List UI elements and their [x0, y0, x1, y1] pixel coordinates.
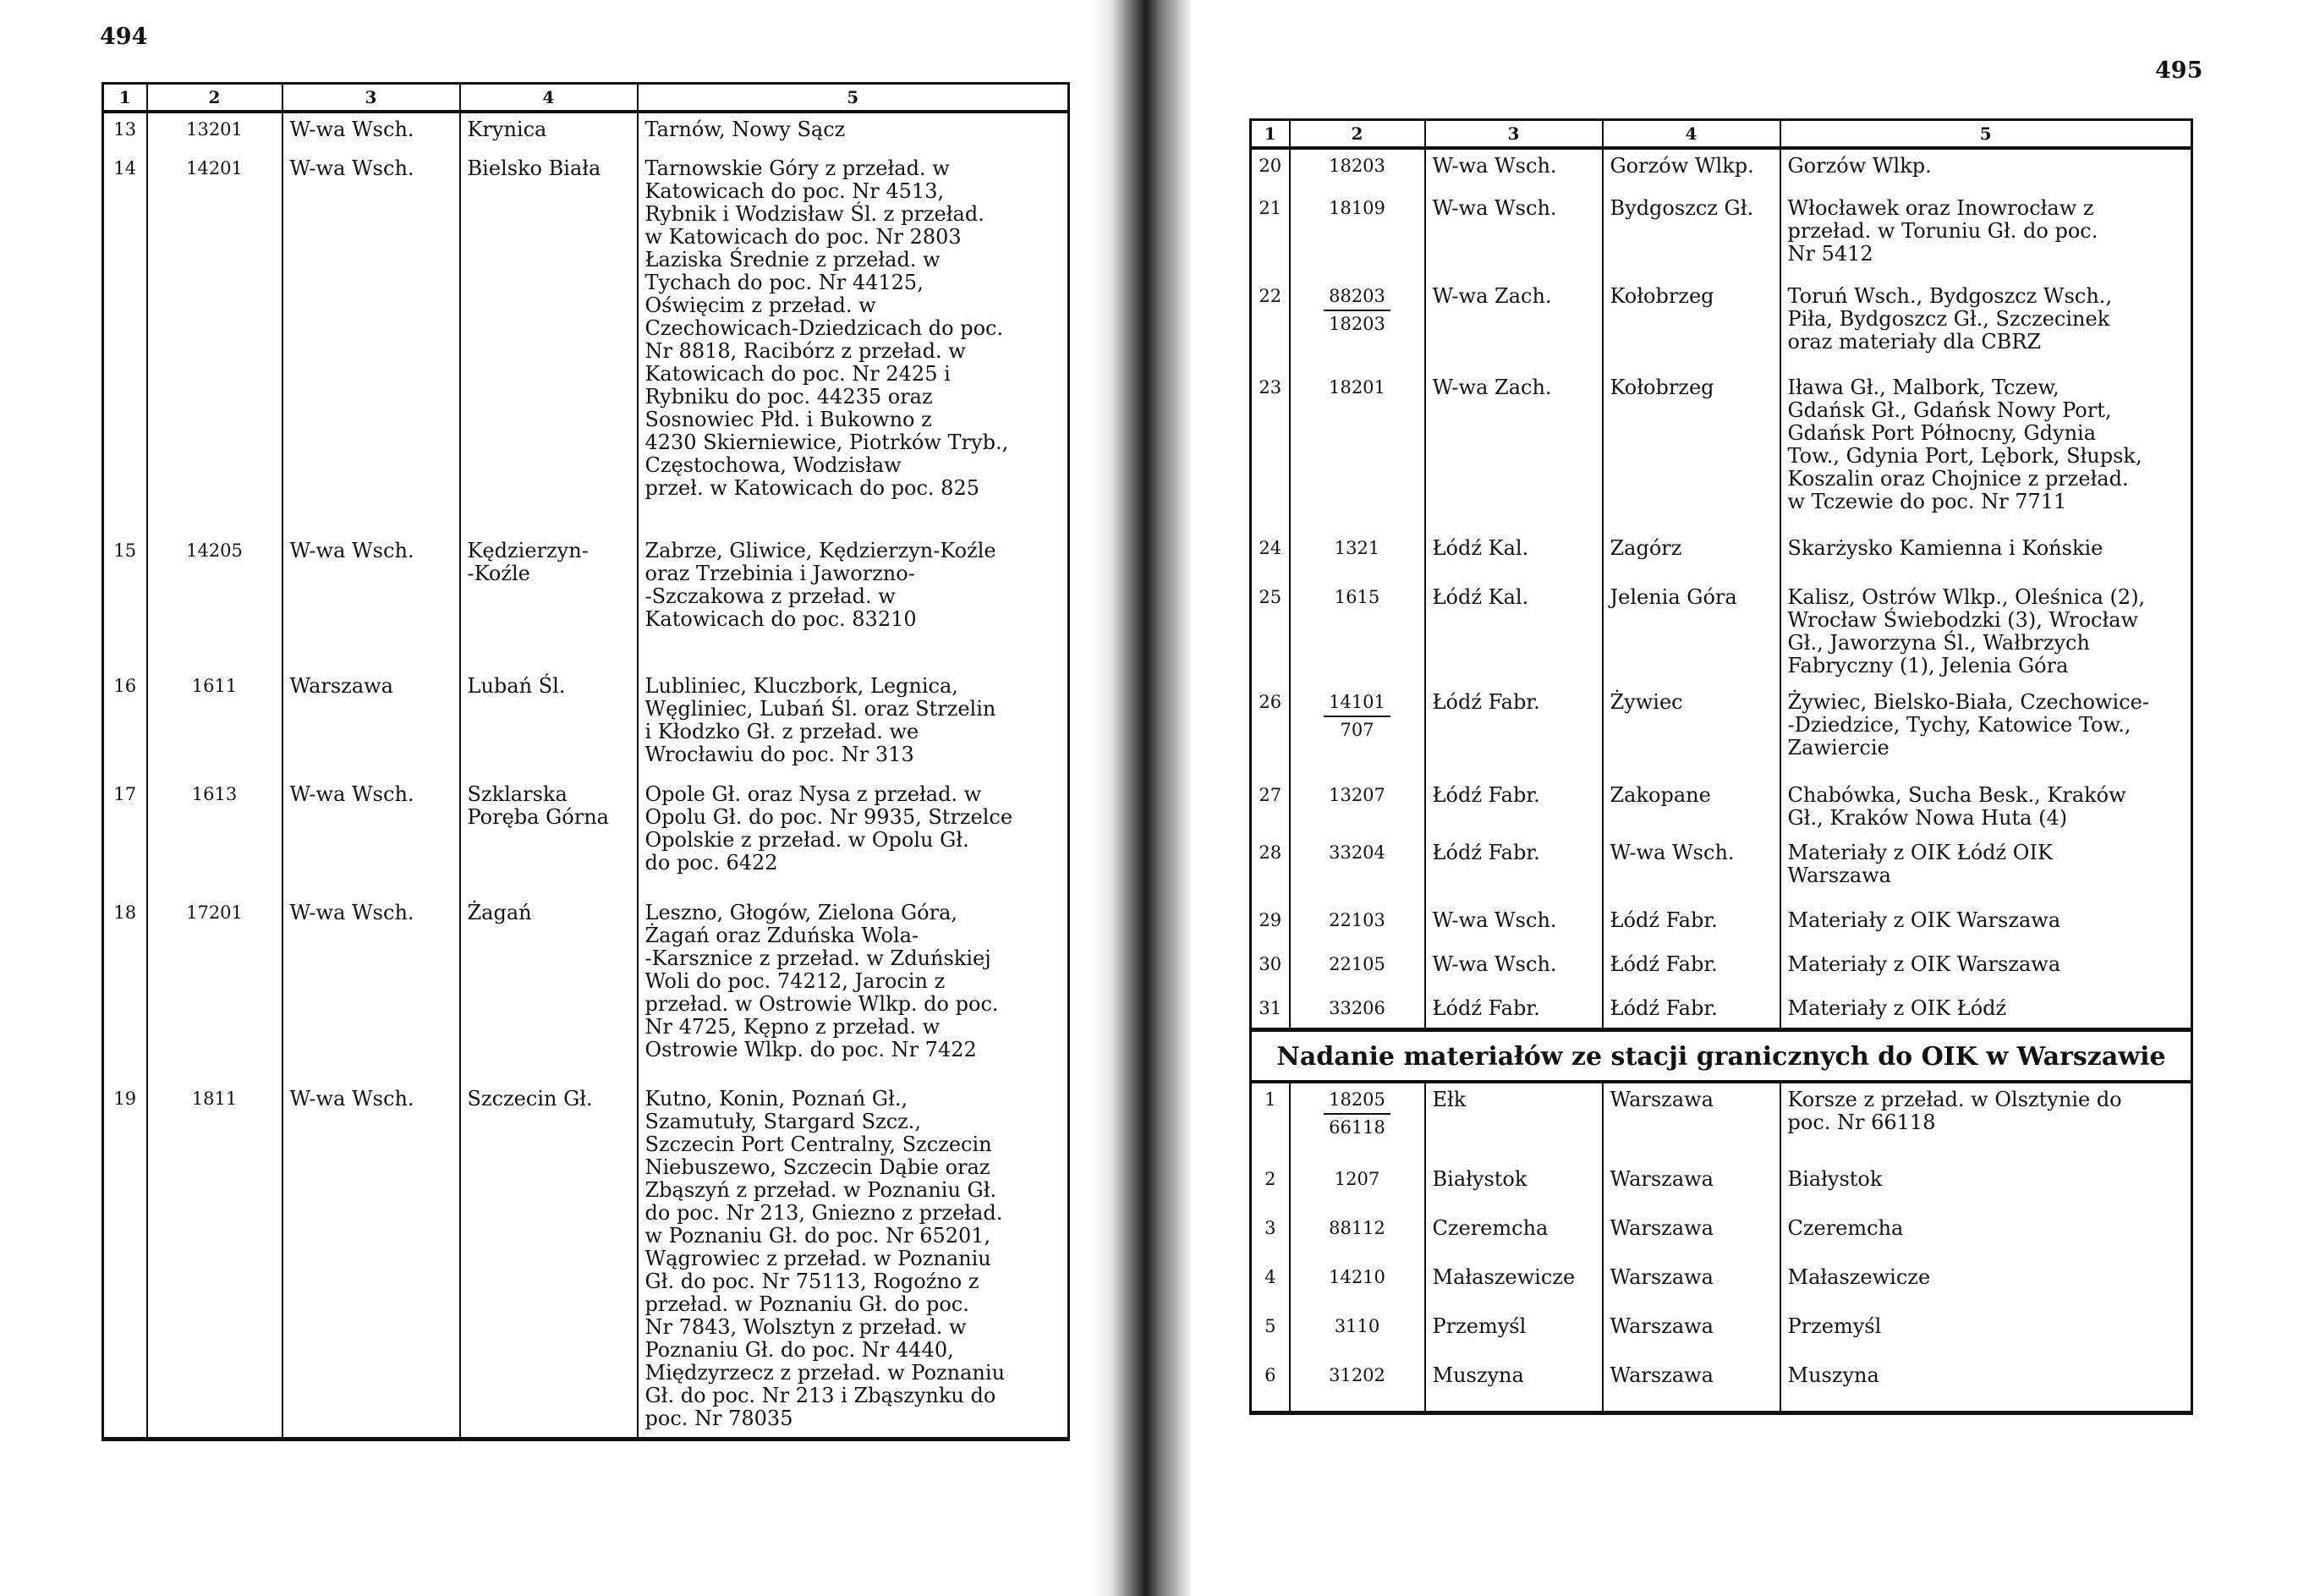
- table-row: [1251, 280, 2192, 371]
- origin-station: W-wa Wsch.: [282, 152, 460, 535]
- row-number: 22: [1251, 280, 1290, 371]
- destination-station: Gorzów Wlkp.: [1603, 148, 1780, 192]
- destination-station: Łódź Fabr.: [1603, 904, 1780, 948]
- right-page: [1191, 0, 2320, 1596]
- train-number-cell: [1290, 992, 1425, 1029]
- train-number: 18201: [1329, 377, 1385, 398]
- train-number: 13207: [1329, 785, 1385, 805]
- origin-station: W-wa Wsch.: [282, 1083, 460, 1440]
- destination-station: Żywiec: [1603, 686, 1780, 779]
- route-description: Skarżysko Kamienna i Końskie: [1780, 532, 2192, 581]
- row-number: 5: [1251, 1310, 1290, 1359]
- route-description: Żywiec, Bielsko-Biała, Czechowice- -Dziedzice, Tychy, Katowice Tow., Zawiercie: [1780, 686, 2192, 779]
- route-description: Tarnowskie Góry z przeład. w Katowicach do poc. Nr 4513, Rybnik i Wodzisław Śl. z przeład. w Katowicach do poc. Nr 2803 Łaziska Średnie z przeład. w Tychach do poc. Nr 44125, Oświęcim z przeład. w Czechowicach-Dziedzicach do poc. Nr 8818, Racibórz z przeład. w Katowicach do poc. Nr 2425 i Rybniku do poc. 44235 oraz Sosnowiec Płd. i Bukowno z 4230 Skierniewice, Piotrków Tryb., Częstochowa, Wodzisław przeł. w Katowicach do poc. 825: [638, 152, 1069, 535]
- route-description: Materiały z OIK Warszawa: [1780, 904, 2192, 948]
- route-description: Włocławek oraz Inowrocław z przeład. w Toruniu Gł. do poc. Nr 5412: [1780, 192, 2192, 280]
- column-header: 5: [638, 84, 1069, 112]
- row-number: 18: [103, 897, 147, 1083]
- table-row: [1251, 1212, 2192, 1261]
- column-header: 4: [1603, 120, 1780, 149]
- table-row: [1251, 992, 2192, 1029]
- destination-station: Zakopane: [1603, 779, 1780, 836]
- route-description: Kalisz, Ostrów Wlkp., Oleśnica (2), Wrocław Świebodzki (3), Wrocław Gł., Jaworzyna Śl., Wałbrzych Fabryczny (1), Jelenia Góra: [1780, 581, 2192, 686]
- train-number: 14101: [1324, 691, 1390, 717]
- origin-station: W-wa Wsch.: [1425, 192, 1603, 280]
- origin-station: Białystok: [1425, 1163, 1603, 1212]
- train-number-cell: [1290, 948, 1425, 992]
- route-description: Materiały z OIK Łódź OIK Warszawa: [1780, 836, 2192, 904]
- destination-station: Warszawa: [1603, 1212, 1780, 1261]
- train-number: 1811: [191, 1089, 238, 1109]
- row-number: 25: [1251, 581, 1290, 686]
- train-number-cell: [1290, 371, 1425, 532]
- train-number-secondary: 707: [1340, 720, 1374, 740]
- route-description: Leszno, Głogów, Zielona Góra, Żagań oraz Zduńska Wola- -Karsznice z przeład. w Zduńskiej Woli do poc. 74212, Jarocin z przeład. w Ostrowie Wlkp. do poc. Nr 4725, Kępno z przeład. w Ostrowie Wlkp. do poc. Nr 7422: [638, 897, 1069, 1083]
- column-header: 4: [460, 84, 638, 112]
- route-description: Chabówka, Sucha Besk., Kraków Gł., Kraków Nowa Huta (4): [1780, 779, 2192, 836]
- train-number-cell: [1290, 1310, 1425, 1359]
- table-row: [103, 535, 1069, 670]
- route-description: Zabrze, Gliwice, Kędzierzyn-Koźle oraz Trzebinia i Jaworzno- -Szczakowa z przeład. w Katowicach do poc. 83210: [638, 535, 1069, 670]
- train-number: 14201: [186, 158, 243, 178]
- train-number-cell: [1290, 686, 1425, 779]
- table-row: [1251, 192, 2192, 280]
- train-number-cell: [1290, 779, 1425, 836]
- row-number: 21: [1251, 192, 1290, 280]
- route-description: Opole Gł. oraz Nysa z przeład. w Opolu Gł. do poc. Nr 9935, Strzelce Opolskie z przeład. w Opolu Gł. do poc. 6422: [638, 778, 1069, 897]
- train-number-cell: [1290, 836, 1425, 904]
- origin-station: Łódź Fabr.: [1425, 779, 1603, 836]
- row-number: 1: [1251, 1082, 1290, 1163]
- table-row: [1251, 371, 2192, 532]
- table-header: [1251, 120, 2192, 149]
- column-header: 3: [282, 84, 460, 112]
- origin-station: Łódź Fabr.: [1425, 686, 1603, 779]
- row-number: 30: [1251, 948, 1290, 992]
- destination-station: Kołobrzeg: [1603, 371, 1780, 532]
- table-row: [1251, 532, 2192, 581]
- row-number: 2: [1251, 1163, 1290, 1212]
- route-description: Białystok: [1780, 1163, 2192, 1212]
- train-number: 88203: [1324, 285, 1390, 311]
- train-number-cell: [147, 778, 282, 897]
- routing-table: [101, 82, 1070, 1441]
- origin-station: Muszyna: [1425, 1359, 1603, 1413]
- table-row: [103, 152, 1069, 535]
- route-description: Korsze z przeład. w Olsztynie do poc. Nr 66118: [1780, 1082, 2192, 1163]
- table-row: [103, 897, 1069, 1083]
- destination-station: Kędzierzyn- -Koźle: [460, 535, 638, 670]
- route-description: Gorzów Wlkp.: [1780, 148, 2192, 192]
- origin-station: W-wa Wsch.: [1425, 948, 1603, 992]
- train-number-cell: [147, 670, 282, 778]
- route-description: Lubliniec, Kluczbork, Legnica, Węgliniec, Lubań Śl. oraz Strzelin i Kłodzko Gł. z przeład. we Wrocławiu do poc. Nr 313: [638, 670, 1069, 778]
- origin-station: Ełk: [1425, 1082, 1603, 1163]
- destination-station: Bielsko Biała: [460, 152, 638, 535]
- train-number: 1613: [191, 784, 238, 804]
- train-number-fraction: [1324, 691, 1390, 742]
- table-body: [1251, 148, 2192, 1029]
- left-page: [0, 0, 1091, 1596]
- train-number-fraction: [1324, 1089, 1390, 1139]
- section-title: Nadanie materiałów ze stacji granicznych do OIK w Warszawie: [1251, 1029, 2192, 1082]
- train-number-cell: [147, 897, 282, 1083]
- destination-station: Lubań Śl.: [460, 670, 638, 778]
- train-number: 13201: [186, 119, 243, 140]
- column-header: 1: [103, 84, 147, 112]
- table-row: [1251, 1261, 2192, 1310]
- destination-station: Warszawa: [1603, 1359, 1780, 1413]
- page-number: 495: [2155, 58, 2203, 84]
- column-header: 1: [1251, 120, 1290, 149]
- section-header-row: [1251, 1029, 2192, 1082]
- row-number: 27: [1251, 779, 1290, 836]
- train-number: 18109: [1329, 198, 1385, 218]
- train-number: 18205: [1324, 1089, 1390, 1115]
- train-number-secondary: 66118: [1329, 1116, 1385, 1138]
- table-row: [1251, 1163, 2192, 1212]
- table-row: [1251, 1310, 2192, 1359]
- train-number: 1615: [1334, 587, 1380, 607]
- table-row: [1251, 686, 2192, 779]
- destination-station: Szklarska Poręba Górna: [460, 778, 638, 897]
- origin-station: Łódź Kal.: [1425, 532, 1603, 581]
- train-number-cell: [1290, 1212, 1425, 1261]
- train-number-cell: [1290, 280, 1425, 371]
- table-row: [103, 778, 1069, 897]
- train-number-cell: [1290, 148, 1425, 192]
- route-description: Kutno, Konin, Poznań Gł., Szamutuły, Stargard Szcz., Szczecin Port Centralny, Szczecin Niebuszewo, Szczecin Dąbie oraz Zbąszyń z przeład. w Poznaniu Gł. do poc. Nr 213, Gniezno z przeład. w Poznaniu Gł. do poc. Nr 65201, Wągrowiec z przeład. w Poznaniu Gł. do poc. Nr 75113, Rogoźno z przeład. w Poznaniu Gł. do poc. Nr 7843, Wolsztyn z przeład. w Poznaniu Gł. do poc. Nr 4440, Międzyrzecz z przeład. w Poznaniu Gł. do poc. Nr 213 i Zbąszynku do poc. Nr 78035: [638, 1083, 1069, 1440]
- train-number-cell: [1290, 1359, 1425, 1413]
- origin-station: W-wa Zach.: [1425, 280, 1603, 371]
- table-row: [1251, 148, 2192, 192]
- row-number: 6: [1251, 1359, 1290, 1413]
- route-description: Tarnów, Nowy Sącz: [638, 112, 1069, 152]
- origin-station: Łódź Fabr.: [1425, 992, 1603, 1029]
- origin-station: W-wa Wsch.: [1425, 904, 1603, 948]
- table-header: [103, 84, 1069, 112]
- destination-station: Bydgoszcz Gł.: [1603, 192, 1780, 280]
- row-number: 14: [103, 152, 147, 535]
- origin-station: Łódź Kal.: [1425, 581, 1603, 686]
- row-number: 16: [103, 670, 147, 778]
- destination-station: Warszawa: [1603, 1163, 1780, 1212]
- destination-station: Warszawa: [1603, 1261, 1780, 1310]
- origin-station: W-wa Wsch.: [282, 897, 460, 1083]
- route-description: Muszyna: [1780, 1359, 2192, 1413]
- row-number: 19: [103, 1083, 147, 1440]
- table-row: [1251, 1082, 2192, 1163]
- destination-station: Łódź Fabr.: [1603, 948, 1780, 992]
- train-number-cell: [1290, 904, 1425, 948]
- train-number-cell: [147, 152, 282, 535]
- train-number-secondary: 18203: [1329, 314, 1385, 334]
- route-description: Przemyśl: [1780, 1310, 2192, 1359]
- row-number: 26: [1251, 686, 1290, 779]
- train-number: 22105: [1329, 954, 1385, 974]
- train-number-cell: [1290, 1163, 1425, 1212]
- table-row: [1251, 779, 2192, 836]
- route-description: Czeremcha: [1780, 1212, 2192, 1261]
- destination-station: Łódź Fabr.: [1603, 992, 1780, 1029]
- origin-station: Małaszewicze: [1425, 1261, 1603, 1310]
- table-row: [1251, 581, 2192, 686]
- row-number: 13: [103, 112, 147, 152]
- origin-station: Przemyśl: [1425, 1310, 1603, 1359]
- row-number: 28: [1251, 836, 1290, 904]
- train-number-cell: [147, 535, 282, 670]
- origin-station: Warszawa: [282, 670, 460, 778]
- train-number: 17201: [186, 902, 243, 923]
- train-number: 88112: [1329, 1217, 1385, 1238]
- table-row: [103, 670, 1069, 778]
- train-number-cell: [1290, 532, 1425, 581]
- book-gutter: [1091, 0, 1191, 1596]
- page-number: 494: [100, 24, 148, 50]
- train-number: 18203: [1329, 156, 1385, 176]
- train-number-cell: [147, 1083, 282, 1440]
- route-description: Toruń Wsch., Bydgoszcz Wsch., Piła, Bydgoszcz Gł., Szczecinek oraz materiały dla CBRZ: [1780, 280, 2192, 371]
- train-number-cell: [147, 112, 282, 152]
- destination-station: Jelenia Góra: [1603, 581, 1780, 686]
- route-description: Materiały z OIK Łódź: [1780, 992, 2192, 1029]
- route-description: Iława Gł., Malbork, Tczew, Gdańsk Gł., Gdańsk Nowy Port, Gdańsk Port Północny, Gdynia Tow., Gdynia Port, Lębork, Słupsk, Koszalin oraz Chojnice z przeład. w Tczewie do poc. Nr 7711: [1780, 371, 2192, 532]
- origin-station: W-wa Zach.: [1425, 371, 1603, 532]
- column-header: 2: [1290, 120, 1425, 149]
- row-number: 31: [1251, 992, 1290, 1029]
- row-number: 4: [1251, 1261, 1290, 1310]
- train-number-fraction: [1324, 285, 1390, 336]
- table-row: [103, 1083, 1069, 1440]
- section-header-body: [1251, 1029, 2192, 1082]
- destination-station: Szczecin Gł.: [460, 1083, 638, 1440]
- row-number: 15: [103, 535, 147, 670]
- route-description: Małaszewicze: [1780, 1261, 2192, 1310]
- origin-station: Czeremcha: [1425, 1212, 1603, 1261]
- destination-station: Warszawa: [1603, 1310, 1780, 1359]
- train-number: 14210: [1329, 1266, 1385, 1287]
- destination-station: Kołobrzeg: [1603, 280, 1780, 371]
- table-row: [1251, 1359, 2192, 1413]
- train-number: 1611: [191, 676, 238, 696]
- train-number: 1207: [1334, 1168, 1380, 1189]
- route-description: Materiały z OIK Warszawa: [1780, 948, 2192, 992]
- destination-station: W-wa Wsch.: [1603, 836, 1780, 904]
- train-number: 1321: [1334, 538, 1380, 558]
- origin-station: Łódź Fabr.: [1425, 836, 1603, 904]
- routing-table: [1249, 118, 2193, 1415]
- origin-station: W-wa Wsch.: [282, 778, 460, 897]
- row-number: 29: [1251, 904, 1290, 948]
- table-row: [103, 112, 1069, 152]
- destination-station: Krynica: [460, 112, 638, 152]
- train-number: 33204: [1329, 842, 1385, 863]
- table-row: [1251, 948, 2192, 992]
- row-number: 20: [1251, 148, 1290, 192]
- train-number: 33206: [1329, 998, 1385, 1018]
- table-row: [1251, 836, 2192, 904]
- train-number: 3110: [1334, 1315, 1380, 1336]
- train-number-cell: [1290, 1261, 1425, 1310]
- origin-station: W-wa Wsch.: [282, 535, 460, 670]
- table-row: [1251, 904, 2192, 948]
- row-number: 17: [103, 778, 147, 897]
- row-number: 3: [1251, 1212, 1290, 1261]
- train-number: 31202: [1329, 1364, 1385, 1385]
- column-header: 5: [1780, 120, 2192, 149]
- column-header: 3: [1425, 120, 1603, 149]
- train-number: 22103: [1329, 910, 1385, 930]
- origin-station: W-wa Wsch.: [1425, 148, 1603, 192]
- train-number-cell: [1290, 581, 1425, 686]
- table-body: [103, 112, 1069, 1440]
- train-number-cell: [1290, 1082, 1425, 1163]
- train-number: 14205: [186, 540, 243, 561]
- origin-station: W-wa Wsch.: [282, 112, 460, 152]
- column-header: 2: [147, 84, 282, 112]
- table-body: [1251, 1082, 2192, 1413]
- destination-station: Żagań: [460, 897, 638, 1083]
- row-number: 24: [1251, 532, 1290, 581]
- train-number-cell: [1290, 192, 1425, 280]
- row-number: 23: [1251, 371, 1290, 532]
- destination-station: Zagórz: [1603, 532, 1780, 581]
- destination-station: Warszawa: [1603, 1082, 1780, 1163]
